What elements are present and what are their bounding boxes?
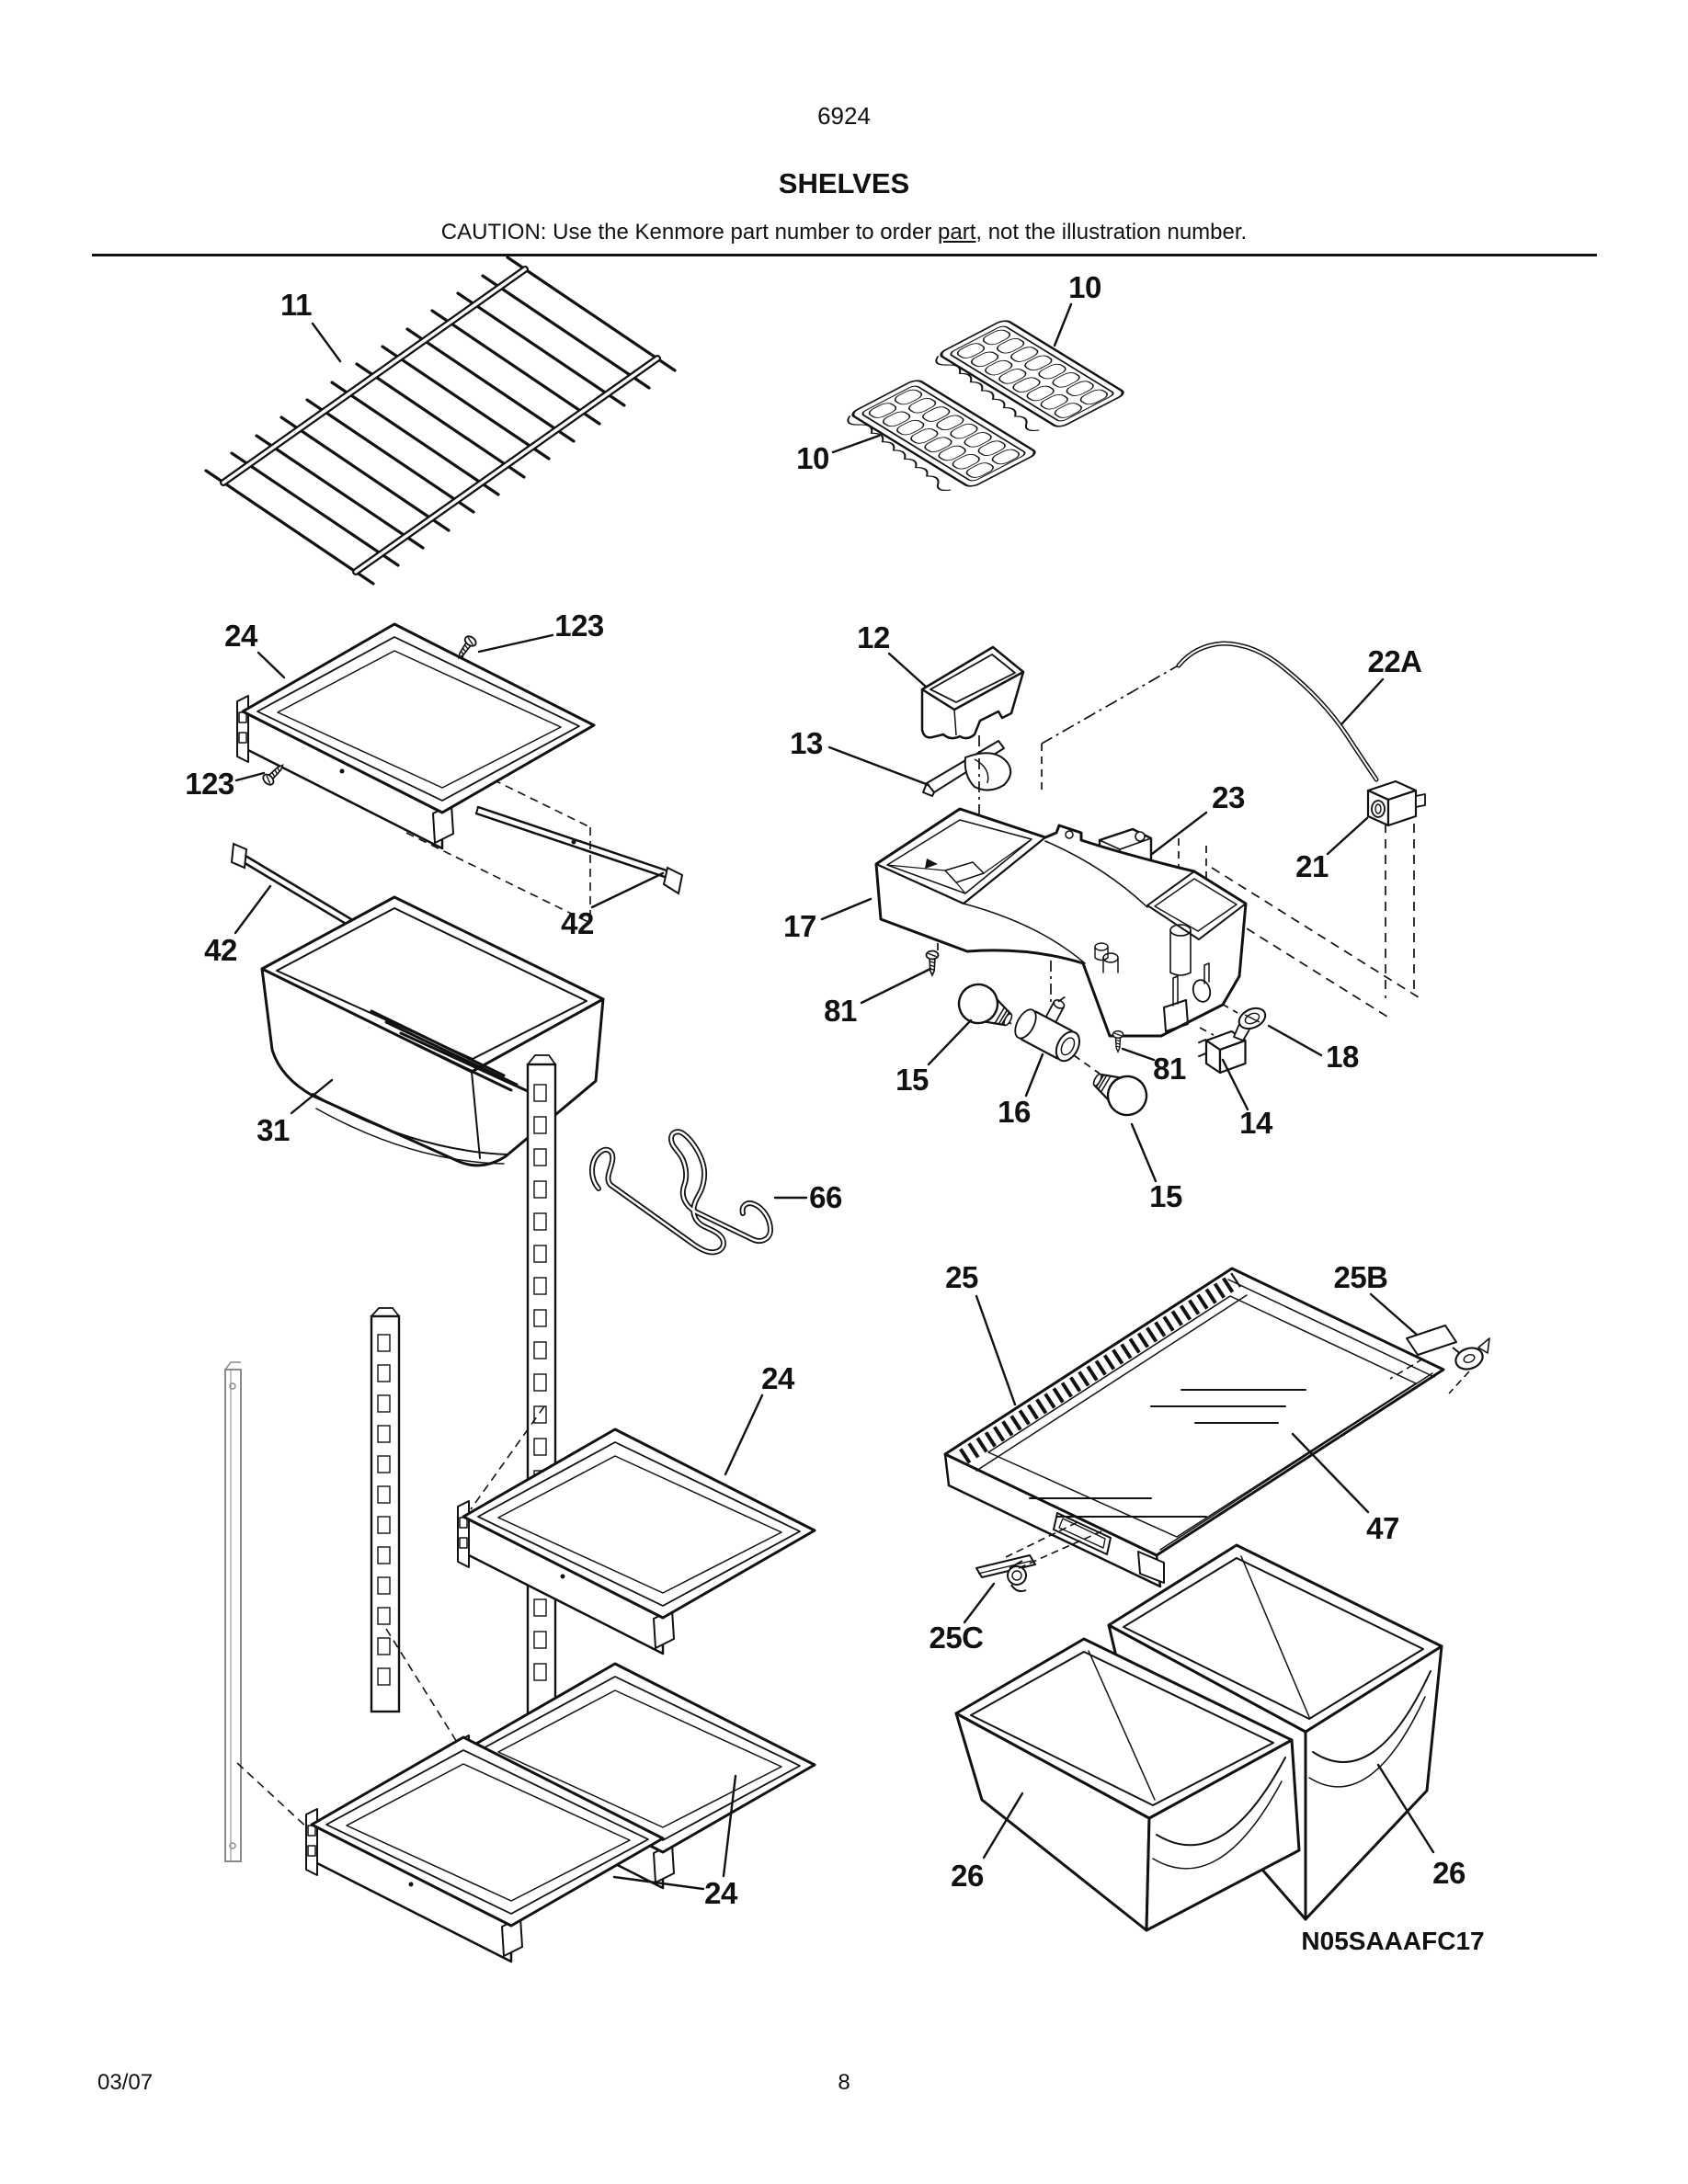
part-81-screw-left	[927, 951, 939, 976]
footer-date: 03/07	[97, 2070, 154, 2095]
part-16-lamp-socket	[1011, 983, 1097, 1064]
caution-prefix: CAUTION: Use the Kenmore part number to order	[440, 220, 938, 245]
part-42-rail-right	[476, 807, 682, 893]
callout-31: 31	[257, 1113, 290, 1147]
callout-123-lower: 123	[185, 767, 234, 801]
callout-22a: 22A	[1367, 644, 1422, 678]
part-24-shelf-stack-1	[458, 1429, 815, 1654]
callout-11: 11	[280, 288, 312, 322]
callout-17: 17	[783, 909, 816, 943]
callout-25: 25	[945, 1260, 978, 1294]
callout-12: 12	[857, 620, 890, 654]
callout-18: 18	[1326, 1040, 1359, 1074]
part-123-screw-lower	[261, 761, 287, 787]
diagram-code: N05SAAAFC17	[1301, 1927, 1485, 1955]
caution-suffix: , not the illustration number.	[975, 220, 1248, 245]
callout-123-upper: 123	[554, 609, 604, 643]
callout-81-right: 81	[1153, 1052, 1186, 1086]
callout-24-upper-left: 24	[224, 619, 257, 653]
callout-81-left: 81	[824, 994, 857, 1028]
callout-10-upper: 10	[1068, 270, 1101, 304]
callout-24-middle: 24	[761, 1361, 794, 1395]
callout-24-bottom: 24	[704, 1876, 737, 1910]
part-track-right	[528, 1055, 555, 1713]
part-21-switch	[1368, 781, 1425, 825]
part-66-wire-bracket	[592, 1132, 770, 1252]
callout-21: 21	[1295, 849, 1329, 883]
callout-23: 23	[1212, 780, 1245, 814]
part-22a-wire-harness	[1179, 643, 1376, 779]
callout-25b: 25B	[1333, 1260, 1388, 1294]
callout-15-lower: 15	[1149, 1179, 1182, 1213]
callout-13: 13	[790, 726, 823, 760]
part-13-deflector	[923, 741, 1010, 796]
callout-15-left: 15	[895, 1063, 929, 1097]
model-number: 6924	[817, 102, 871, 130]
header-rule	[92, 254, 1597, 256]
callout-25c: 25C	[929, 1621, 984, 1655]
callout-42-right: 42	[561, 906, 594, 940]
callout-14: 14	[1239, 1106, 1272, 1140]
callout-16: 16	[998, 1095, 1031, 1129]
part-18-plug-button	[1234, 1005, 1269, 1041]
callout-47: 47	[1366, 1511, 1399, 1545]
callout-26-right: 26	[1432, 1856, 1466, 1890]
callout-42-left: 42	[204, 933, 237, 967]
footer-page-number: 8	[838, 2070, 850, 2095]
callout-10-lower: 10	[796, 441, 829, 475]
part-track-center	[371, 1308, 399, 1712]
callout-26-left: 26	[951, 1859, 984, 1893]
caution-line	[0, 220, 1688, 245]
part-24-shelf-upper-left	[237, 624, 594, 848]
caution-underlined-word: part	[938, 220, 976, 245]
callout-66: 66	[809, 1180, 842, 1214]
page-title: SHELVES	[778, 167, 910, 199]
part-track-left-gray	[225, 1362, 241, 1861]
part-12-ice-bin	[922, 647, 1023, 738]
part-11-wire-shelf	[206, 257, 675, 584]
